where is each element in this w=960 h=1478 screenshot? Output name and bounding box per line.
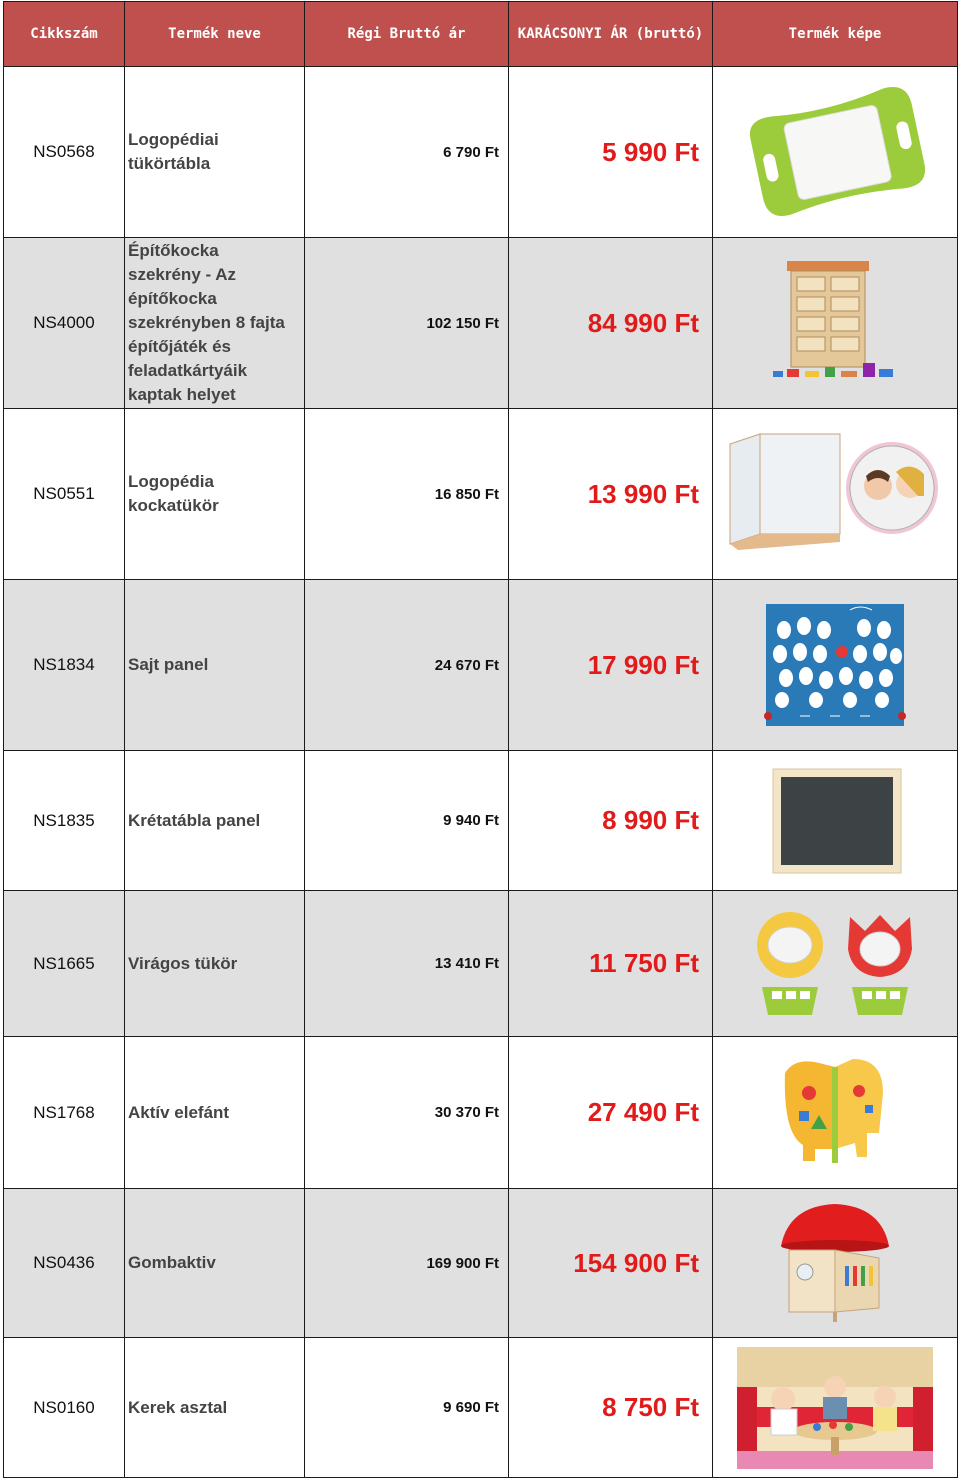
cell-image: [713, 67, 958, 238]
cell-xmas-price: 5 990 Ft: [509, 67, 713, 238]
cheese-panel-image: [760, 600, 910, 730]
cell-old-price: 13 410 Ft: [305, 891, 509, 1037]
header-name: Termék neve: [125, 2, 305, 67]
building-block-cabinet-image: [765, 253, 905, 393]
header-xmas-price: KARÁCSONYI ÁR (bruttó): [509, 2, 713, 67]
table-row: [4, 580, 958, 751]
cell-image: [713, 1338, 958, 1478]
cell-xmas-price: 27 490 Ft: [509, 1037, 713, 1189]
table-row: [4, 67, 958, 238]
cell-image: [713, 238, 958, 409]
table-row: [4, 1189, 958, 1338]
cell-old-price: 6 790 Ft: [305, 67, 509, 238]
mirror-board-image: [735, 82, 935, 222]
cell-image: [713, 1189, 958, 1338]
cell-old-price: 30 370 Ft: [305, 1037, 509, 1189]
cell-image: [713, 580, 958, 751]
table-row: [4, 891, 958, 1037]
price-table: [3, 1, 958, 1478]
cell-image: [713, 1037, 958, 1189]
cell-code: NS0551: [4, 409, 125, 580]
header-old-price: Régi Bruttó ár: [305, 2, 509, 67]
cell-code: NS1834: [4, 580, 125, 751]
cell-name: Gombaktiv: [125, 1189, 305, 1338]
cell-old-price: 169 900 Ft: [305, 1189, 509, 1338]
cell-old-price: 16 850 Ft: [305, 409, 509, 580]
cell-old-price: 9 690 Ft: [305, 1338, 509, 1478]
cell-name: Sajt panel: [125, 580, 305, 751]
cell-code: NS4000: [4, 238, 125, 409]
round-table-image: [737, 1347, 933, 1469]
cell-image: [713, 409, 958, 580]
mushroom-activity-image: [775, 1200, 895, 1326]
header-image: Termék képe: [713, 2, 958, 67]
cell-name: Építőkocka szekrény - Az építőkocka szekrényben 8 fajta építőjáték és feladatkártyáik kaptak helyet: [125, 238, 305, 409]
header-code: Cikkszám: [4, 2, 125, 67]
table-row: [4, 238, 958, 409]
cell-xmas-price: 8 990 Ft: [509, 751, 713, 891]
chalkboard-panel-image: [765, 765, 905, 877]
cell-code: NS0160: [4, 1338, 125, 1478]
cell-xmas-price: 84 990 Ft: [509, 238, 713, 409]
cell-code: NS1665: [4, 891, 125, 1037]
table-row: [4, 1037, 958, 1189]
cube-mirror-image: [720, 424, 950, 564]
header-row: [4, 2, 958, 67]
cell-name: Kerek asztal: [125, 1338, 305, 1478]
flower-mirror-image: [750, 909, 920, 1019]
table-row: [4, 1338, 958, 1478]
cell-xmas-price: 154 900 Ft: [509, 1189, 713, 1338]
cell-old-price: 102 150 Ft: [305, 238, 509, 409]
cell-old-price: 9 940 Ft: [305, 751, 509, 891]
cell-code: NS0436: [4, 1189, 125, 1338]
cell-xmas-price: 13 990 Ft: [509, 409, 713, 580]
cell-name: Aktív elefánt: [125, 1037, 305, 1189]
cell-name: Logopédia kockatükör: [125, 409, 305, 580]
cell-code: NS1835: [4, 751, 125, 891]
table-row: [4, 751, 958, 891]
cell-image: [713, 751, 958, 891]
cell-xmas-price: 17 990 Ft: [509, 580, 713, 751]
active-elephant-image: [775, 1053, 895, 1173]
cell-name: Krétatábla panel: [125, 751, 305, 891]
cell-code: NS0568: [4, 67, 125, 238]
cell-xmas-price: 11 750 Ft: [509, 891, 713, 1037]
cell-image: [713, 891, 958, 1037]
table-row: [4, 409, 958, 580]
cell-name: Virágos tükör: [125, 891, 305, 1037]
cell-old-price: 24 670 Ft: [305, 580, 509, 751]
cell-code: NS1768: [4, 1037, 125, 1189]
cell-name: Logopédiai tükörtábla: [125, 67, 305, 238]
cell-xmas-price: 8 750 Ft: [509, 1338, 713, 1478]
